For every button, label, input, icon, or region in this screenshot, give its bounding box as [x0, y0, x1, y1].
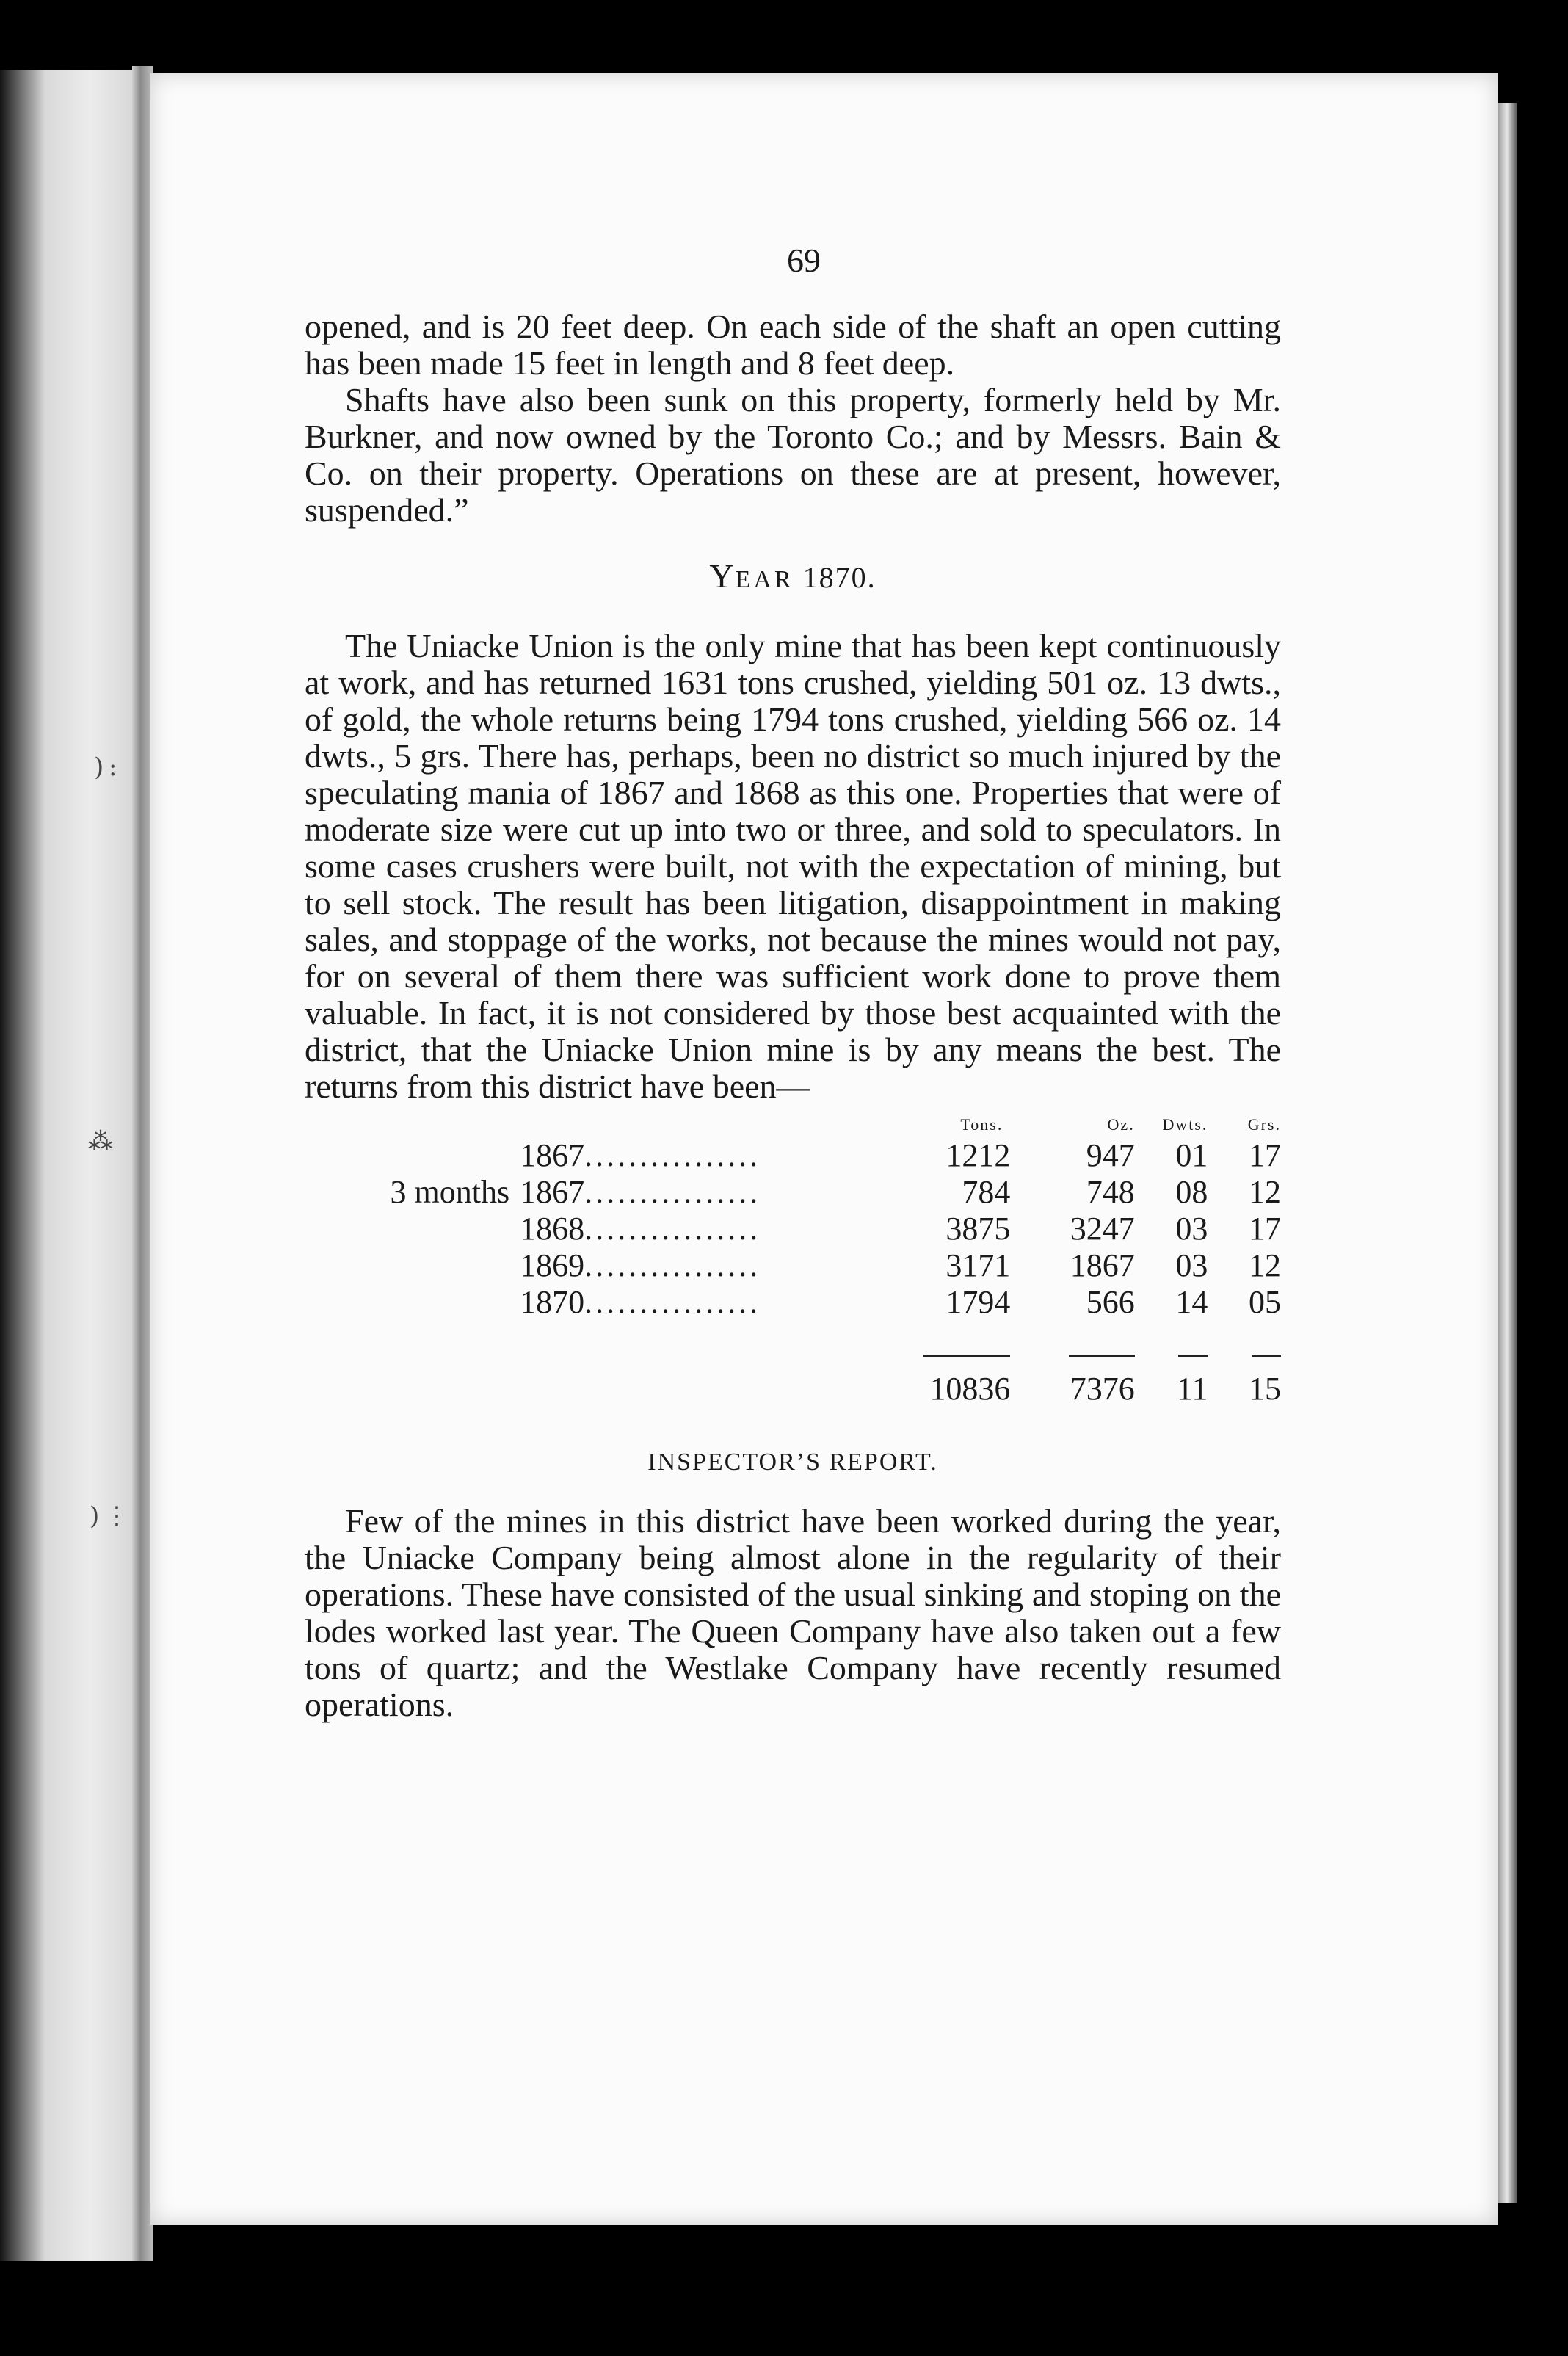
section-heading-rest: EAR: [735, 566, 794, 593]
section-heading-year-number: 1870.: [794, 561, 876, 594]
table-row: [305, 1247, 1281, 1284]
margin-mark: ) ⋮: [90, 1501, 130, 1531]
row-oz: 3247: [1070, 1211, 1135, 1247]
row-oz: 748: [1086, 1174, 1135, 1210]
total-rule: [923, 1355, 1010, 1357]
dot-leader: ................: [584, 1211, 761, 1247]
paragraph-continued: opened, and is 20 feet deep. On each side of the shaft an open cutting has been made 15 feet in length and 8 feet deep.: [305, 308, 1281, 382]
row-dwts: 08: [1175, 1174, 1208, 1210]
total-rule-row: [305, 1321, 1281, 1371]
header-grs: Grs.: [1247, 1115, 1281, 1134]
row-grs: 12: [1249, 1247, 1281, 1283]
section-heading-first-letter: Y: [709, 557, 736, 595]
paragraph-shafts: Shafts have also been sunk on this property, formerly held by Mr. Burkner, and now owned by the Toronto Co.; and by Messrs. Bain & Co. on their property. Operations on these are at present, however, suspended.”: [305, 381, 1281, 529]
total-dwts: 11: [1177, 1371, 1208, 1407]
table-row: [305, 1211, 1281, 1247]
row-dwts: 01: [1175, 1137, 1208, 1173]
returns-table: [305, 1112, 1281, 1407]
row-oz: 1867: [1070, 1247, 1135, 1283]
table-row: [305, 1174, 1281, 1211]
margin-mark: ) :: [94, 753, 117, 782]
row-grs: 12: [1249, 1174, 1281, 1210]
row-dwts: 03: [1175, 1211, 1208, 1247]
row-prefix: [305, 1137, 520, 1174]
dot-leader: ................: [584, 1247, 761, 1283]
row-prefix: [305, 1284, 520, 1321]
header-oz: Oz.: [1107, 1115, 1135, 1134]
row-year: 1870: [520, 1284, 585, 1320]
row-dwts: 03: [1175, 1247, 1208, 1283]
paragraph-inspector-report: Few of the mines in this district have been worked during the year, the Uniacke Company being almost alone in the regularity of their operations. These have consisted of the usual sinking and stoping on the lodes worked last year. The Queen Company have also taken out a few tons of quartz; and the Westlake Company have recently resumed operations.: [305, 1502, 1281, 1723]
dot-leader: ................: [584, 1137, 761, 1173]
total-rule: [1069, 1355, 1135, 1357]
dot-leader: ................: [584, 1174, 761, 1210]
paragraph-uniacke-union: The Uniacke Union is the only mine that has been kept continuously at work, and has returned 1631 tons crushed, yielding 501 oz. 13 dwts., of gold, the whole returns being 1794 tons crushed, yielding 566 oz. 14 dwts., 5 grs. There has, perhaps, been no district so much injured by the speculating mania of 1867 and 1868 as this one. Properties that were of moderate size were cut up into two or three, and sold to speculators. In some cases crushers were built, not with the expectation of mining, but to sell stock. The result has been litigation, disappointment in making sales, and stoppage of the works, not because the mines would not pay, for on several of them there was sufficient work done to prove them valuable. In fact, it is not considered by those best acquainted with the district, that the Uniacke Union mine is by any means the best. The returns from this district have been—: [305, 627, 1281, 1105]
row-prefix: [305, 1211, 520, 1247]
row-oz: 947: [1086, 1137, 1135, 1173]
row-tons: 1212: [945, 1137, 1011, 1173]
total-rule: [1178, 1355, 1208, 1357]
row-year: 1868: [520, 1211, 585, 1247]
row-tons: 3875: [945, 1211, 1011, 1247]
report-heading: INSPECTOR’S REPORT.: [647, 1449, 938, 1476]
header-dwts: Dwts.: [1162, 1115, 1208, 1134]
total-grs: 15: [1249, 1371, 1281, 1407]
row-year: 1867: [520, 1137, 585, 1173]
table-row: [305, 1284, 1281, 1321]
row-grs: 17: [1249, 1211, 1281, 1247]
left-page-leaf: [0, 70, 150, 2261]
row-tons: 784: [962, 1174, 1011, 1210]
dot-leader: ................: [584, 1284, 761, 1320]
total-rule: [1252, 1355, 1281, 1357]
total-oz: 7376: [1070, 1371, 1135, 1407]
row-oz: 566: [1086, 1284, 1135, 1320]
row-prefix: 3 months: [390, 1174, 510, 1210]
row-grs: 17: [1249, 1137, 1281, 1173]
total-row: [305, 1371, 1281, 1407]
page-content: [305, 242, 1281, 1723]
row-dwts: 14: [1175, 1284, 1208, 1320]
margin-mark: ⁂: [88, 1127, 113, 1156]
row-tons: 1794: [945, 1284, 1011, 1320]
table-header-row: [305, 1112, 1281, 1137]
section-heading-year: [305, 558, 1281, 598]
table-row: [305, 1137, 1281, 1174]
page-number: 69: [787, 242, 821, 279]
row-prefix: [305, 1247, 520, 1284]
row-year: 1867: [520, 1174, 585, 1210]
header-tons: Tons.: [960, 1115, 1003, 1134]
total-tons: 10836: [929, 1371, 1011, 1407]
book-gutter: [132, 66, 153, 2261]
row-grs: 05: [1249, 1284, 1281, 1320]
row-tons: 3171: [945, 1247, 1011, 1283]
row-year: 1869: [520, 1247, 585, 1283]
page-right-edge: [1498, 103, 1517, 2203]
